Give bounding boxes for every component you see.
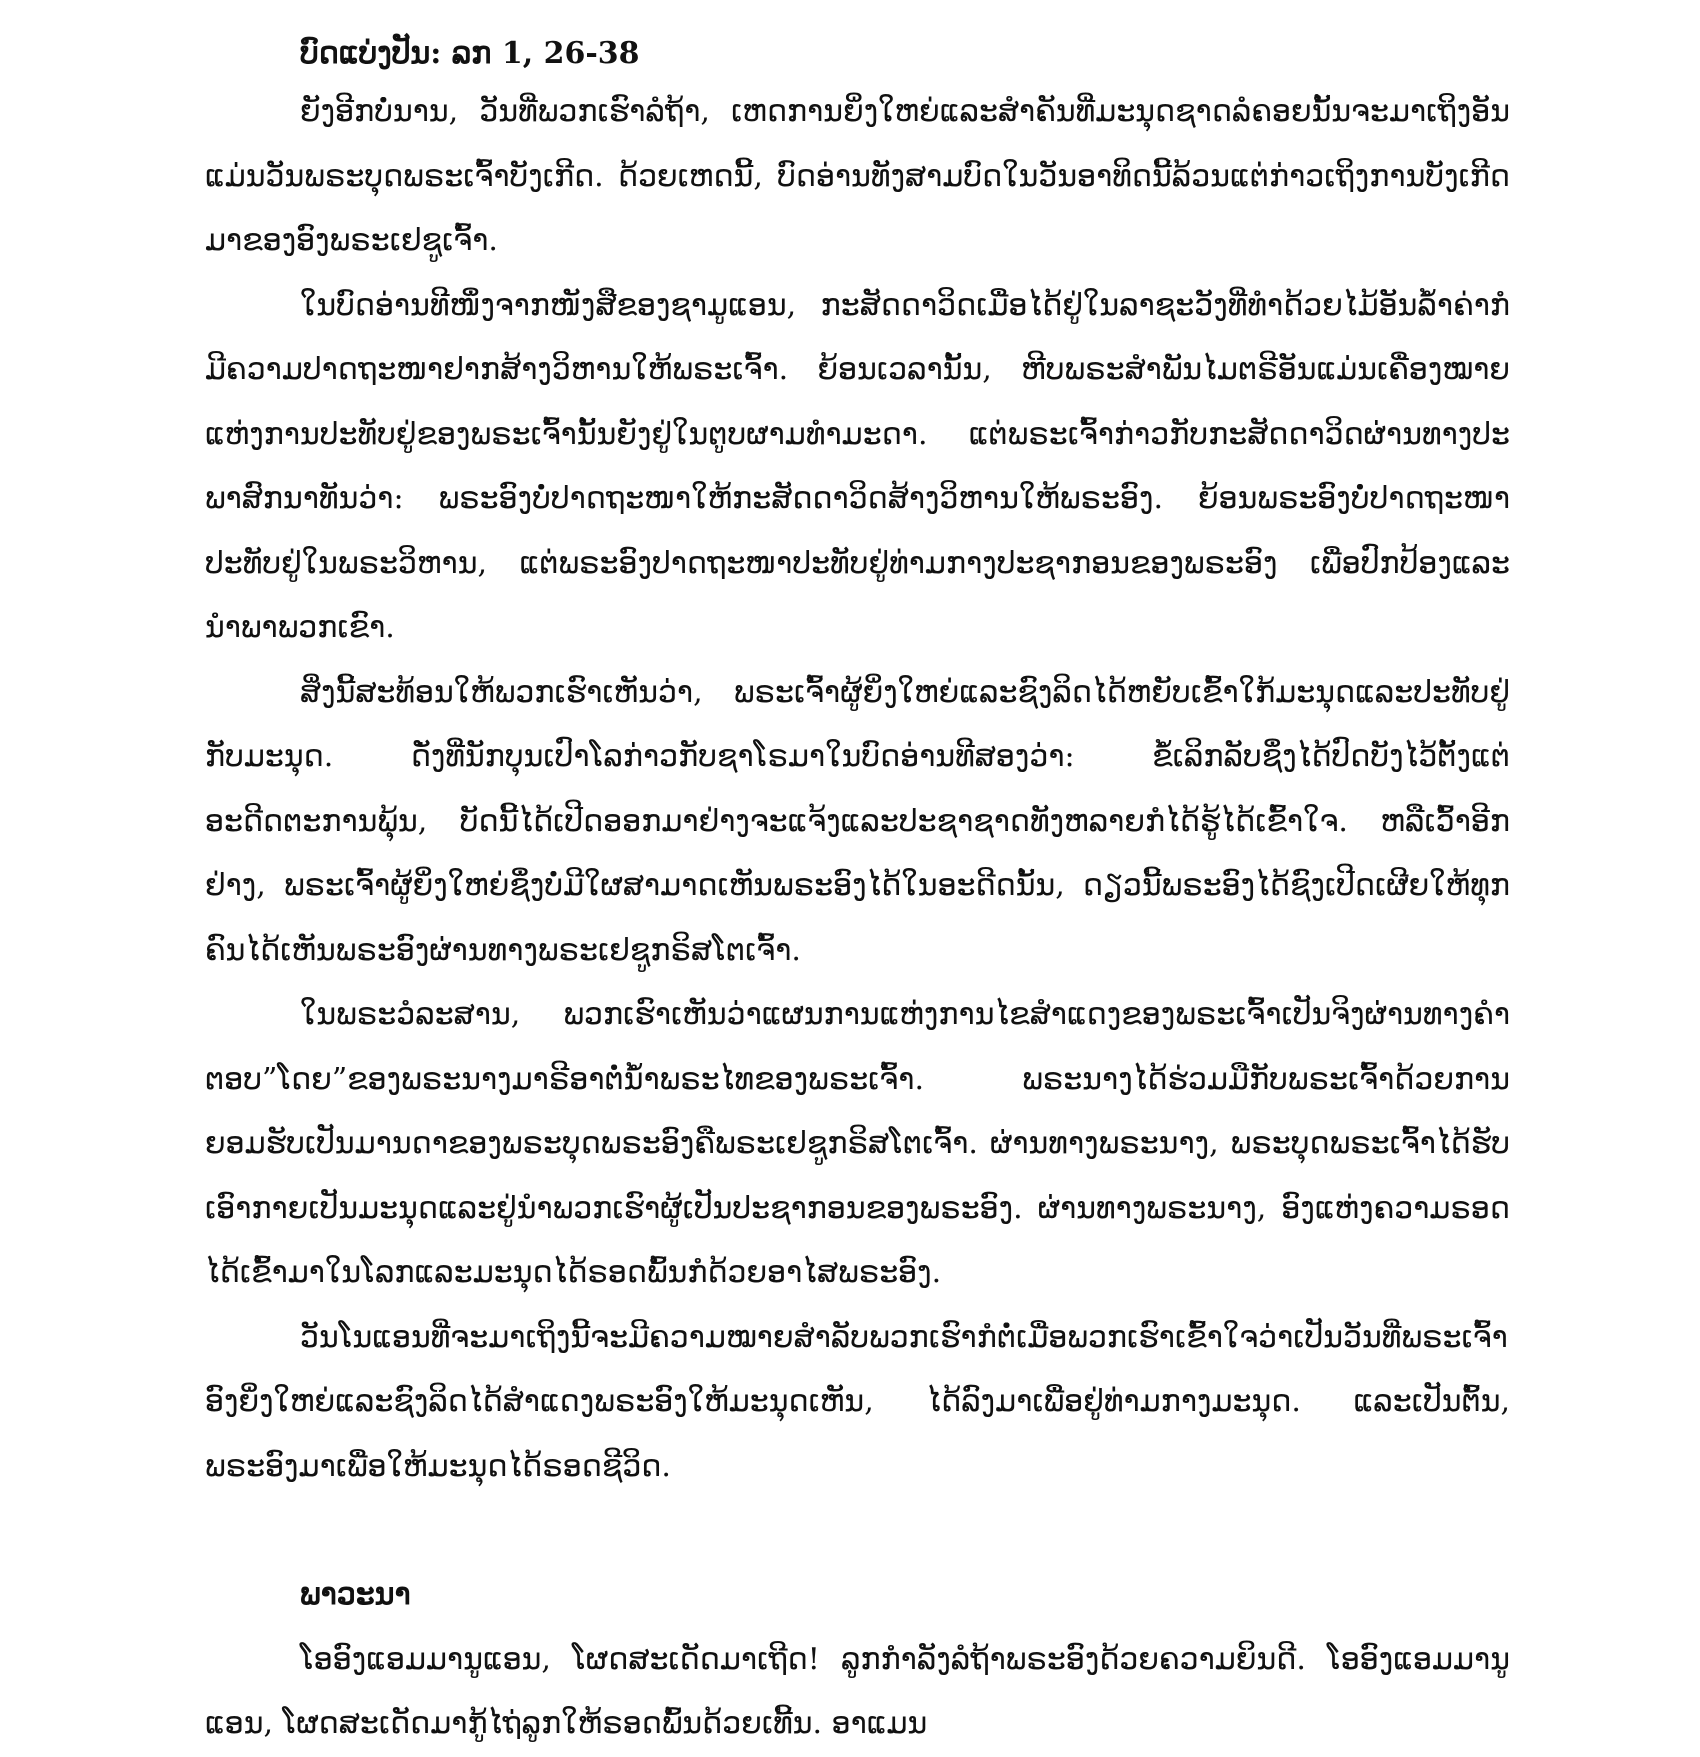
section-spacer xyxy=(205,1499,1510,1563)
reading-title: ບົດແບ່ງປັນ: ລກ 1, 26-38 xyxy=(300,36,640,71)
reading-paragraph-3: ສິ່ງນີ້ສະທ້ອນໃຫ້ພວກເຮົາເຫັນວ່າ, ພຣະເຈົ້າຜູ້ຍິ່ງໃຫຍ່ແລະຊົງລິດໄດ້ຫຍັບເຂົ້າໃກ້ມະນຸດແລະປະທັບຢູ່ກັບມະນຸດ. ດັ່ງທີ່ນັກບຸນເປົາໂລກ່າວກັບຊາໂຣມາໃນບົດອ່ານທີສອງວ່າ: ຂໍ້ເລິກລັບຊຶ່ງໄດ້ປົດບັງໄວ້ຕັ້ງແຕ່ອະດີດຕະການພຸ້ນ, ບັດນີ້ໄດ້ເປີດອອກມາຢ່າງຈະແຈ້ງແລະປະຊາຊາດທັງຫລາຍກໍໄດ້ຮູ້ໄດ້ເຂົ້າໃຈ. ຫລືເວົ້າອີກຢ່າງ, ພຣະເຈົ້າຜູ້ຍິ່ງໃຫຍ່ຊຶ່ງບໍ່ມີໃຜສາມາດເຫັນພຣະອົງໄດ້ໃນອະດີດນັ້ນ, ດຽວນີ້ພຣະອົງໄດ້ຊົງເປີດເຜີຍໃຫ້ທຸກຄົນໄດ້ເຫັນພຣະອົງຜ່ານທາງພຣະເຢຊູກຣິສໂຕເຈົ້າ. xyxy=(205,674,1510,968)
reading-paragraph-4: ໃນພຣະວໍລະສານ, ພວກເຮົາເຫັນວ່າແຜນການແຫ່ງການໄຂສຳແດງຂອງພຣະເຈົ້າເປັນຈິງຜ່ານທາງຄຳຕອບ”ໂດຍ”ຂອງພຣະນາງມາຣີອາຕໍ່ນ້ຳພຣະໄທຂອງພຣະເຈົ້າ. ພຣະນາງໄດ້ຮ່ວມມືກັບພຣະເຈົ້າດ້ວຍການຍອມຮັບເປັນມານດາຂອງພຣະບຸດພຣະອົງຄືພຣະເຢຊູກຣິສໂຕເຈົ້າ. ຜ່ານທາງພຣະນາງ, ພຣະບຸດພຣະເຈົ້າໄດ້ຮັບເອົາກາຍເປັນມະນຸດແລະຢູ່ນຳພວກເຮົາຜູ້ເປັນປະຊາກອນຂອງພຣະອົງ. ຜ່ານທາງພຣະນາງ, ອົງແຫ່ງຄວາມຣອດໄດ້ເຂົ້າມາໃນໂລກແລະມະນຸດໄດ້ຣອດພົ້ນກໍດ້ວຍອາໄສພຣະອົງ. xyxy=(205,997,1510,1290)
reading-paragraph-1: ຍັງອີກບໍ່ນານ, ວັນທີ່ພວກເຮົາລໍຖ້າ, ເຫດການຍິ່ງໃຫຍ່ແລະສຳຄັນທີ່ມະນຸດຊາດລໍຄອຍນັ້ນຈະມາເຖິງອັນແມ່ນວັນພຣະບຸດພຣະເຈົ້າບັງເກີດ. ດ້ວຍເຫດນີ້, ບົດອ່ານທັງສາມບົດໃນວັນອາທິດນີ້ລ້ວນແຕ່ກ່າວເຖິງການບັງເກີດມາຂອງອົງພຣະເຢຊູເຈົ້າ. xyxy=(205,94,1510,258)
document-content xyxy=(205,28,1510,1757)
reading-paragraph-2: ໃນບົດອ່ານທີໜຶ່ງຈາກໜັງສືຂອງຊາມູແອນ, ກະສັດດາວິດເມື່ອໄດ້ຢູ່ໃນລາຊະວັງທີ່ທຳດ້ວຍໄມ້ອັນລ້ຳຄ່າກໍມີຄວາມປາດຖະໜາຢາກສ້າງວິຫານໃຫ້ພຣະເຈົ້າ. ຍ້ອນເວລານັ້ນ, ຫີບພຣະສຳພັນໄມຕຣີອັນແມ່ນເຄື່ອງໝາຍແຫ່ງການປະທັບຢູ່ຂອງພຣະເຈົ້ານັ້ນຍັງຢູ່ໃນຕູບຜາມທຳມະດາ. ແຕ່ພຣະເຈົ້າກ່າວກັບກະສັດດາວິດຜ່ານທາງປະພາສົກນາທັນວ່າ: ພຣະອົງບໍ່ປາດຖະໜາໃຫ້ກະສັດດາວິດສ້າງວິຫານໃຫ້ພຣະອົງ. ຍ້ອນພຣະອົງບໍ່ປາດຖະໜາປະທັບຢູ່ໃນພຣະວິຫານ, ແຕ່ພຣະອົງປາດຖະໜາປະທັບຢູ່ທ່າມກາງປະຊາກອນຂອງພຣະອົງ ເພື່ອປົກປ້ອງແລະນຳພາພວກເຂົາ. xyxy=(205,287,1510,645)
prayer-title: ພາວະນາ xyxy=(300,1577,411,1612)
prayer-text: ໂອອົງແອມມານູແອນ, ໂຜດສະເດັດມາເຖີດ! ລູກກຳລັງລໍຖ້າພຣະອົງດ້ວຍຄວາມຍິນດີ. ໂອອົງແອມມານູແອນ, ໂຜດສະເດັດມາກູ້ໄຖ່ລູກໃຫ້ຣອດພົ້ນດ້ວຍເທີ້ນ. ອາແມນ xyxy=(205,1641,1510,1741)
reading-paragraph-5: ວັນໂນແອນທີ່ຈະມາເຖິງນີ້ຈະມີຄວາມໝາຍສຳລັບພວກເຮົາກໍຕໍ່ເມື່ອພວກເຮົາເຂົ້າໃຈວ່າເປັນວັນທີ່ພຣະເຈົ້າອົງຍິ່ງໃຫຍ່ແລະຊົງລິດໄດ້ສຳແດງພຣະອົງໃຫ້ມະນຸດເຫັນ, ໄດ້ລົງມາເພື່ອຢູ່ທ່າມກາງມະນຸດ. ແລະເປັນຕົ້ນ, ພຣະອົງມາເພື່ອໃຫ້ມະນຸດໄດ້ຣອດຊີວິດ. xyxy=(205,1319,1510,1484)
